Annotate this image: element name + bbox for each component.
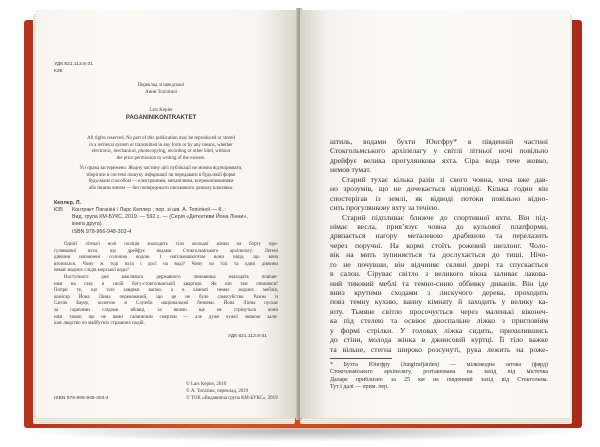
footnote — [330, 362, 548, 392]
body-line: повз темну кухню, ванну кімнату й заходить у велику ка- — [330, 297, 548, 307]
footnote-line: * Бухта Юнгфру (Jungfrufjärden) — мілководна затока (фярд) — [330, 362, 548, 368]
body-line: штиль, водами бухти Юнгфру* в південній частині — [330, 137, 548, 146]
copyright-line: © А. Топіліна, переклад, 2019 — [186, 389, 249, 394]
body-line: дряпається нагору металевою драбиною та перелазить — [330, 231, 548, 241]
abstract-line: Однієї літньої ночі поліція знаходить тіло молодої жінки на борту про- — [64, 242, 278, 247]
udk-code: УДК 821.113.6-31 — [54, 62, 93, 67]
translation-line-2: Анни Топіліної — [145, 90, 177, 95]
rights-ua-line: Усі права застережено. Жодну частину цієї публікації не можна відтворювати, — [79, 166, 243, 171]
body-line: но зрозумів, що не дочекається відповіді. Кілька годин він — [330, 184, 548, 194]
body-line: до стіни, молода жінка в джинсовій куртці. Її тіло важке — [330, 335, 548, 345]
right-page — [300, 10, 570, 418]
rights-en-line: All rights reserved. No part of this publication may be reproduced or stored — [87, 136, 235, 141]
body-line: юту. Тьмяне світло просочується через маленькі віконеч- — [330, 306, 548, 316]
body-line: вниз крутими сходами з лискучого дерева, проходить — [330, 288, 548, 297]
body-line: в салон. Сіруває світло з великого вікна заливає лакова- — [330, 269, 548, 279]
body-line: вік на мить зупиняється та дослухається до тиші. Нічо- — [330, 250, 548, 260]
body-line: ний тиковий меблі та темно-синю оббивку диванів. Він іде — [330, 278, 548, 288]
body-line: ка під стелею та освіює двоспальне ліжко з пригловіям — [330, 316, 548, 326]
isbn-bottom: ISBN 978-966-948-303-4 — [54, 396, 109, 401]
body-line: та вільне, стегна широко розсунуті, рука лежить на роже- — [330, 344, 548, 354]
catalog-line: Вид. група КМ-БУКС, 2019. — 592 с. — (Серія «Детективи Йона Лінни», — [72, 214, 248, 220]
abstract-line: дівчини наповнені солоною водою. І натільнашкіотом вони ніщо, що вона — [54, 255, 278, 261]
abstract-line: шає людство по майбутніх страшних подій. — [54, 321, 145, 327]
copyright-line: © ТОВ «Видавнича група КМ-БУКС», 2019 — [186, 396, 278, 401]
abstract-line: Сагою Бауер, колегою зі Служби національної безпеки. Йона Лінна пускає — [54, 301, 278, 307]
footnote-line: Стокгольмського архіпелагу, розташована на захід від містечка — [330, 369, 548, 376]
abstract-line: за гарячими слідами вбивці, за якими ще не стрінуться вони — [54, 308, 278, 313]
body-line: спостерігав із землі, як відводі потоки повільно відно- — [330, 193, 548, 203]
k-code: К35 — [54, 69, 63, 74]
rights-ua-line: будь-яким способом — електронним, механічним, ксерокопіюванням — [88, 179, 234, 184]
rights-ua-line: зберігати в системі пошуку інформації чи передавати в будь-якій формі — [86, 172, 236, 178]
catalog-line: Контракт Паганіні / Ларс Кеплер ; пер. зі шв. А. Топіліної — К. : — [72, 207, 226, 213]
body-line: у формі стрілки. У головах ліжка сидить, прихилившись — [330, 325, 548, 335]
rights-en-line: electronic, mechanical, photocopying, recording or other kind, without — [91, 149, 231, 154]
abstract-line: втопилася. Чому ж тоді яхта і досі на воді? Чому на тілі та одязі дівчини — [54, 261, 278, 267]
body-line: Старий тухає кілька разів зі свого човна, хоча вже дав- — [342, 174, 548, 184]
catalog-line: книга друга). — [72, 221, 104, 227]
body-line: дрейфує велика прогулянкова яхта. Сіра вода тече жовко, — [330, 155, 548, 165]
abstract-line: комісар Йона Лінна переконаний, що це не було самогубство. Разом із — [54, 294, 278, 300]
copyright-line: © Lars Kepler, 2010 — [186, 382, 227, 387]
left-page — [36, 10, 298, 418]
abstract-line: ним на гаку в своїй богу-стокгольмській квартирі. Як він там опинився? — [54, 281, 278, 287]
body-line: Стокгольмського архіпелагу у світлі літньої ночі повільно — [330, 146, 548, 156]
catalog-isbn: ISBN 978-966-948-303-4 — [72, 228, 132, 235]
abstract-line: ним такою ще не вами таємничим смертям — але дуже чужої змовою зали- — [54, 314, 278, 320]
body-text — [330, 137, 548, 354]
author-latin: Lars Kepler — [149, 108, 173, 113]
catalog-k-code: К35 — [54, 207, 63, 213]
rights-en-line: in a retrieval system or transmitted in any form or by any means, whether — [89, 142, 233, 148]
abstract-line: Наступного дня важливого державного чиновника знаходять повіше- — [64, 275, 278, 280]
catalog-author: Кеплер, Л. — [54, 200, 81, 206]
footnote-rule — [330, 358, 392, 359]
body-line: го не почувши, він відчиняє скляні двері та спускається — [330, 259, 548, 269]
footnote-line: Тут і далі — прим. пер. — [330, 384, 389, 391]
abstract-line: немає жодних слідів морської води? — [54, 268, 130, 274]
udk-bottom: УДК 821.113.6-31 — [228, 334, 267, 339]
body-line: через поручні. На кормі стоїть рожевий шезлонг. Чоло- — [330, 240, 548, 250]
body-line: немов тумат. — [330, 165, 372, 175]
title-latin: PAGANINIKONTRAKTET — [125, 115, 197, 121]
rights-ua-line: або іншим чином — без попереднього письмового дозволу власника. — [88, 185, 234, 191]
body-line: німає весла, прив’язує човна до кульової платформи, — [330, 221, 548, 231]
body-line: сить прогулянкову яхту за течією. — [330, 203, 440, 213]
footnote-line: Даларе приблизно за 25 км на південний захід від Стокгольма. — [330, 376, 548, 383]
abstract-line: гулянкової яхти, що дрейфує водами Стокгольмського архіпелагу. Легені — [54, 248, 278, 254]
body-line: Старий підпливає ближче до спортивної яхти. Він під- — [342, 212, 548, 222]
rights-en-line: the prior permission in writing of the owners. — [116, 155, 206, 161]
translation-line-1: Переклад зі шведської — [137, 83, 185, 88]
abstract-line: Попри те, що тіло завдяки вагою, а в кімнаті немає жодних меблів, — [54, 288, 278, 294]
